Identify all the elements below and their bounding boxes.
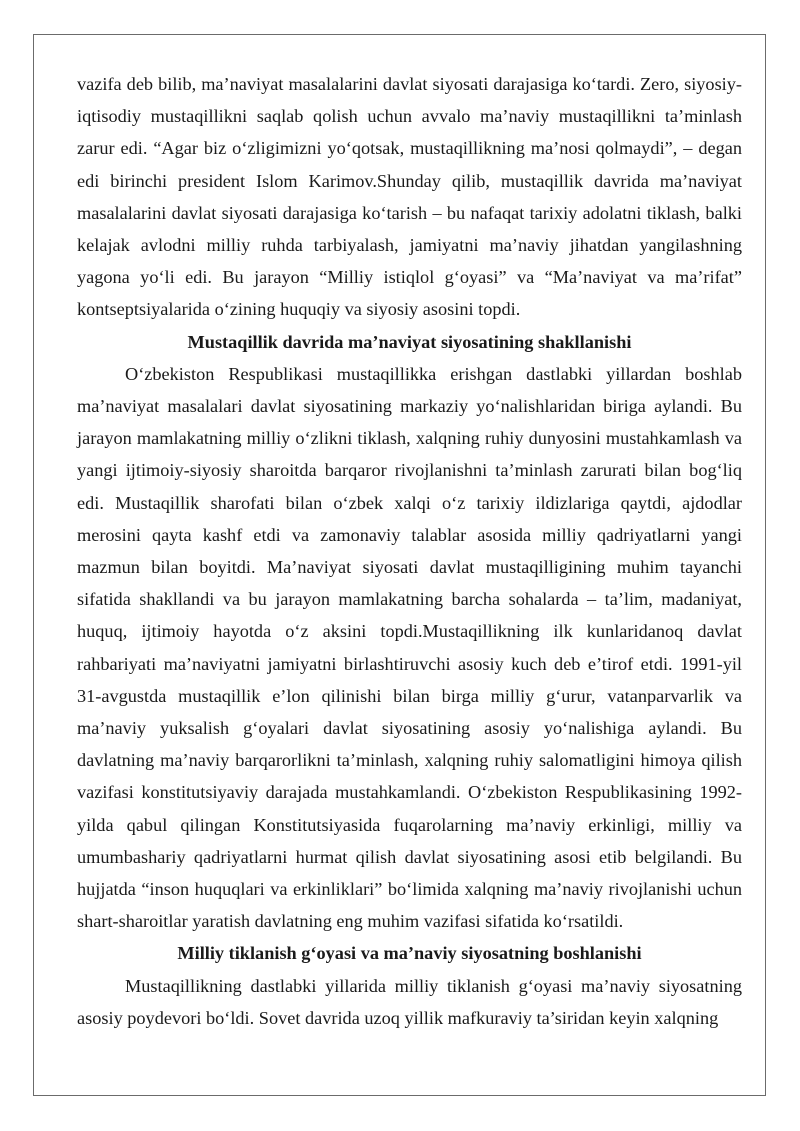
paragraph-section-2: Mustaqillikning dastlabki yillarida milliy tiklanish g‘oyasi ma’naviy siyosatning asosiy poydevori bo‘ldi. Sovet davrida uzoq yillik mafkuraviy ta’siridan keyin xalqning	[77, 975, 742, 1028]
paragraph-section-1: O‘zbekiston Respublikasi mustaqillikka erishgan dastlabki yillardan boshlab ma’naviyat masalalari davlat siyosatining markaziy yo‘nalishlaridan biriga aylandi. Bu jarayon mamlakatning milliy o‘zlikni tiklash, xalqning ruhiy dunyosini mustahkamlash va yangi ijtimoiy-siyosiy sharoitda barqaror rivojlanishni ta’minlash zarurati bilan bog‘liq edi. Mustaqillik sharofati bilan o‘zbek xalqi o‘z tarixiy ildizlariga qaytdi, ajdodlar merosini qayta kashf etdi va zamonaviy talablar asosida milliy qadriyatlarni yangi mazmun bilan boyitdi. Ma’naviyat siyosati davlat mustaqilligining muhim tayanchi sifatida shakllandi va bu jarayon mamlakatning barcha sohalarda – ta’lim, madaniyat, huquq, ijtimoiy hayotda o‘z aksini topdi.Mustaqillikning ilk kunlaridanoq davlat rahbariyati ma’naviyatni jamiyatni birlashtiruvchi asosiy kuch deb e’tirof etdi. 1991-yil 31-avgustda mustaqillik e’lon qilinishi bilan birga milliy g‘urur, vatanparvarlik va ma’naviy yuksalish g‘oyalari davlat siyosatining asosiy yo‘nalishiga aylandi. Bu davlatning ma’naviy barqarorlikni ta’minlash, xalqning ruhiy salomatligini himoya qilish vazifasi konstitutsiyaviy darajada mustahkamlandi. O‘zbekiston Respublikasining 1992-yilda qabul qilingan Konstitutsiyasida fuqarolarning ma’naviy erkinligi, milliy va umumbashariy qadriyatlarni hurmat qilish davlat siyosatining asosi etib belgilandi. Bu hujjatda “inson huquqlari va erkinliklari” bo‘limida xalqning ma’naviy rivojlanishi uchun shart-sharoitlar yaratish davlatning eng muhim vazifasi sifatida ko‘rsatildi.	[77, 363, 742, 932]
section-heading-1: Mustaqillik davrida ma’naviyat siyosatining shakllanishi	[187, 331, 632, 352]
section-heading-2: Milliy tiklanish g‘oyasi va ma’naviy siyosatning boshlanishi	[177, 943, 642, 964]
document-body	[77, 68, 742, 1034]
paragraph-intro: vazifa deb bilib, ma’naviyat masalalarini davlat siyosati darajasiga ko‘tardi. Zero, siyosiy-iqtisodiy mustaqillikni saqlab qolish uchun avvalo ma’naviy mustaqillikni ta’minlash zarur edi. “Agar biz o‘zligimizni yo‘qotsak, mustaqillikning ma’nosi qolmaydi”, – degan edi birinchi president Islom Karimov.Shunday qilib, mustaqillik davrida ma’naviyat masalalarini davlat siyosati darajasiga ko‘tarish – bu nafaqat tarixiy adolatni tiklash, balki kelajak avlodni milliy ruhda tarbiyalash, jamiyatni ma’naviy jihatdan yangilashning yagona yo‘li edi. Bu jarayon “Milliy istiqlol g‘oyasi” va “Ma’naviyat va ma’rifat” kontseptsiyalarida o‘zining huquqiy va siyosiy asosini topdi.	[77, 74, 742, 320]
